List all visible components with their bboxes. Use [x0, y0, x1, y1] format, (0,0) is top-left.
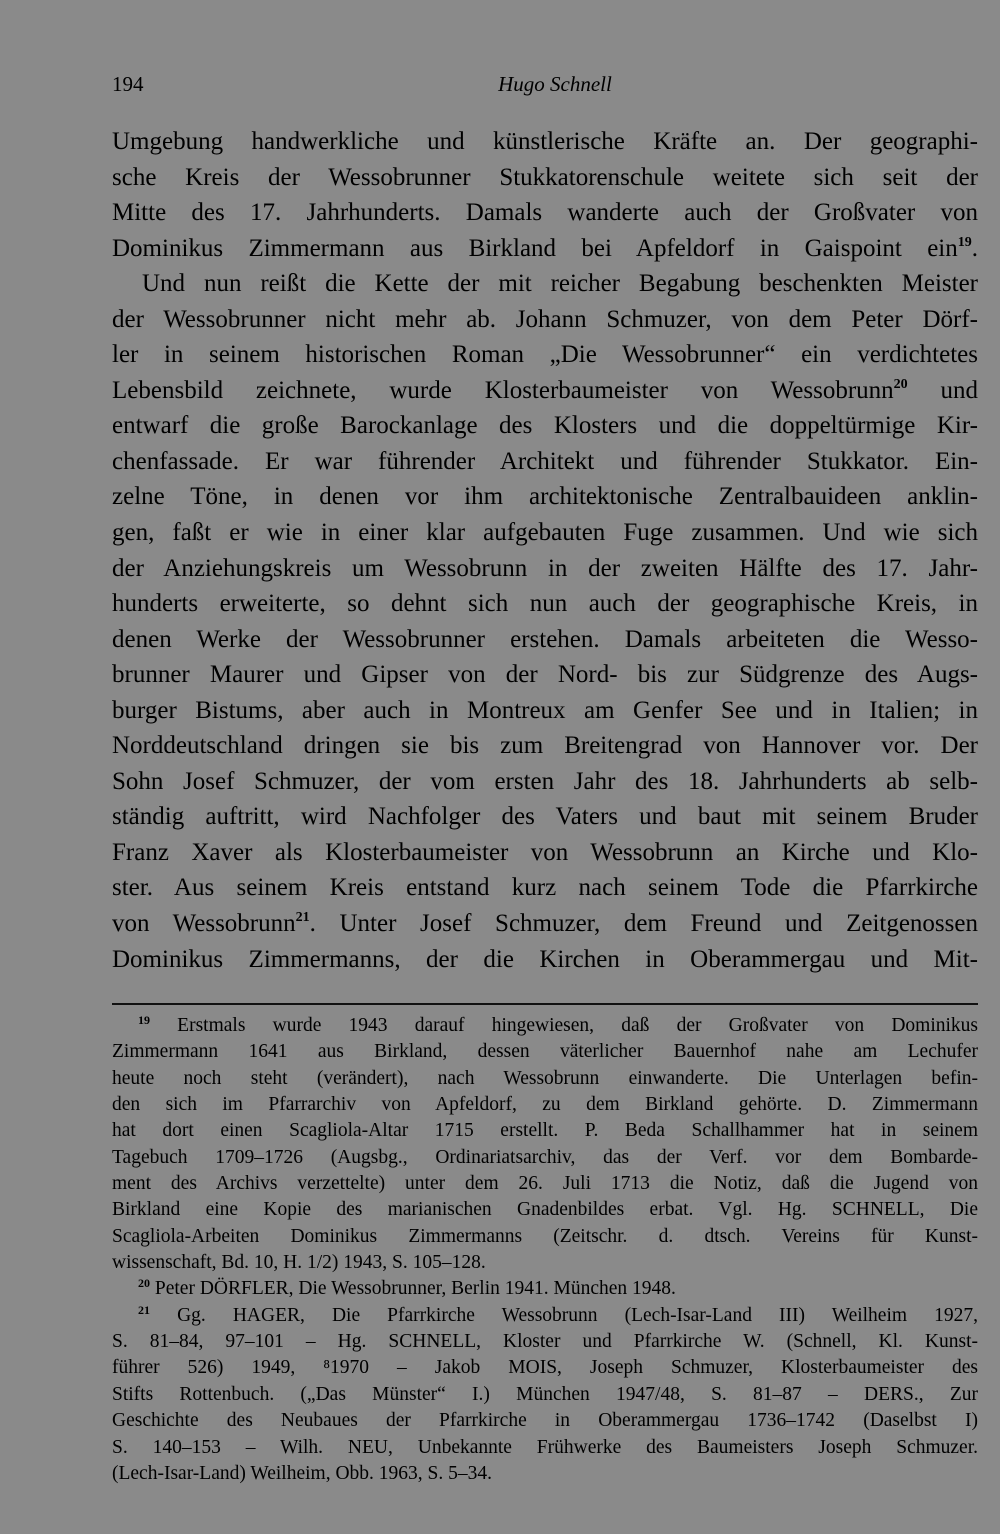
footnote-line [112, 1408, 978, 1434]
footnote-text: den sich im Pfarrarchiv von Apfeldorf, zu dem Birkland gehörte. D. Zimmermann [112, 1094, 978, 1116]
text-line [112, 479, 978, 515]
footnote-reference: 19 [957, 234, 972, 250]
footnote-line [112, 1224, 978, 1250]
text-line-content: Umgebung handwerkliche und künstlerische Kräfte an. Der geographi- [112, 128, 978, 155]
footnote-line [112, 1118, 978, 1144]
footnote-line [112, 1435, 978, 1461]
footnote-text: Gg. HAGER, Die Pfarrkirche Wessobrunn (Lech-Isar-Land III) Weilheim 1927, [150, 1304, 978, 1326]
footnote-text: heute noch steht (verändert), nach Wessobrunn einwanderte. Die Unterlagen befin- [112, 1067, 978, 1089]
footnote-text: Tagebuch 1709–1726 (Augsbg., Ordinariatsarchiv, das der Verf. vor dem Bombarde- [112, 1146, 978, 1168]
text-line [112, 231, 978, 267]
running-head: Hugo Schnell [498, 72, 612, 96]
text-line-content: der Anziehungskreis um Wessobrunn in der zweiten Hälfte des 17. Jahr- [112, 554, 978, 582]
text-line [112, 835, 978, 871]
text-line-content: burger Bistums, aber auch in Montreux am Genfer See und in Italien; in [112, 696, 978, 724]
footnote-line [112, 1329, 978, 1355]
footnote-text: Geschichte des Neubaues der Pfarrkirche in Oberammergau 1736–1742 (Daselbst I) [112, 1410, 978, 1432]
footnote-reference: 20 [893, 376, 908, 392]
text-line-content: der Wessobrunner nicht mehr ab. Johann Schmuzer, von dem Peter Dörf- [112, 305, 978, 333]
text-line [112, 373, 978, 409]
text-line [112, 906, 978, 942]
text-line [112, 408, 978, 444]
text-line-content: sche Kreis der Wessobrunner Stukkatorenschule weitete sich seit der [112, 163, 978, 191]
text-line [112, 515, 978, 551]
text-line-content: Dominikus Zimmermann aus Birkland bei Apfeldorf in Gaispoint ein [112, 234, 958, 262]
footnote-start-line [112, 1303, 978, 1329]
text-line [112, 586, 978, 622]
text-line [112, 799, 978, 835]
footnote-start-line [112, 1013, 978, 1039]
footnote-text: Erstmals wurde 1943 darauf hingewiesen, daß der Großvater von Dominikus [150, 1015, 978, 1036]
text-line [112, 870, 978, 906]
footnote-text: ment des Archivs verzettelte) unter dem 26. Juli 1713 die Notiz, daß die Jugend von [112, 1173, 978, 1195]
footnote-rule [112, 1003, 978, 1005]
text-line-content: Lebensbild zeichnete, wurde Klosterbaumeister von Wessobrunn [112, 376, 894, 404]
text-line-continuation: . [971, 234, 978, 262]
text-line [112, 444, 978, 480]
footnote-text: Stifts Rottenbuch. („Das Münster“ I.) München 1947/48, S. 81–87 – DERS., Zur [112, 1383, 978, 1405]
footnote-text: führer 526) 1949, ⁸1970 – Jakob MOIS, Joseph Schmuzer, Klosterbaumeister des [112, 1357, 978, 1379]
text-line [112, 657, 978, 693]
text-line-content: entwarf die große Barockanlage des Klosters und die doppeltürmige Kir- [112, 412, 978, 440]
page-header [112, 72, 978, 102]
main-text [112, 124, 978, 977]
text-line-content: Sohn Josef Schmuzer, der vom ersten Jahr des 18. Jahrhunderts ab selb- [112, 767, 978, 795]
footnote-line [112, 1066, 978, 1092]
footnote-line [112, 1145, 978, 1171]
text-line [112, 622, 978, 658]
footnote-line [112, 1250, 978, 1276]
text-line [112, 124, 978, 160]
text-line-content: ster. Aus seinem Kreis entstand kurz nach seinem Tode die Pfarrkirche [112, 874, 978, 902]
footnote-line [112, 1171, 978, 1197]
footnote-line [112, 1355, 978, 1381]
text-line-content: Franz Xaver als Klosterbaumeister von Wessobrunn an Kirche und Klo- [112, 838, 978, 866]
text-line-content: hunderts erweiterte, so dehnt sich nun auch der geographische Kreis, in [112, 590, 978, 618]
footnote-number: 20 [138, 1276, 150, 1291]
footnote-text: Scagliola-Arbeiten Dominikus Zimmermanns (Zeitschr. d. dtsch. Vereins für Kunst- [112, 1225, 978, 1247]
footnote-line [112, 1197, 978, 1223]
text-line-content: denen Werke der Wessobrunner erstehen. Damals arbeiteten die Wesso- [112, 625, 978, 653]
footnote-text: (Lech-Isar-Land) Weilheim, Obb. 1963, S. 5–34. [112, 1462, 493, 1484]
text-line [112, 728, 978, 764]
text-line [112, 266, 978, 302]
footnote-text: S. 140–153 – Wilh. NEU, Unbekannte Frühwerke des Baumeisters Joseph Schmuzer. [112, 1436, 978, 1458]
footnote-line [112, 1382, 978, 1408]
footnotes [112, 1013, 978, 1487]
footnote-number: 19 [138, 1013, 150, 1027]
text-line-continuation: und [907, 376, 978, 404]
text-line-content: chenfassade. Er war führender Architekt und führender Stukkator. Ein- [112, 447, 978, 475]
text-line [112, 195, 978, 231]
footnote-text: hat dort einen Scagliola-Altar 1715 erstellt. P. Beda Schallhammer hat in seinem [112, 1120, 978, 1142]
text-line-continuation: . Unter Josef Schmuzer, dem Freund und Zeitgenossen [309, 910, 978, 938]
text-line [112, 302, 978, 338]
footnote-text: Birkland eine Kopie des marianischen Gnadenbildes erbat. Vgl. Hg. SCHNELL, Die [112, 1199, 978, 1221]
page-number: 194 [112, 72, 144, 96]
text-line-content: Und nun reißt die Kette der mit reicher Begabung beschenkten Meister [142, 270, 978, 298]
footnote-line [112, 1461, 978, 1487]
text-line-content: Mitte des 17. Jahrhunderts. Damals wanderte auch der Großvater von [112, 199, 978, 227]
text-line-content: brunner Maurer und Gipser von der Nord- bis zur Südgrenze des Augs- [112, 661, 978, 689]
footnote-reference: 21 [295, 910, 310, 926]
text-line-content: ständig auftritt, wird Nachfolger des Vaters und baut mit seinem Bruder [112, 803, 978, 831]
footnote-text: Peter DÖRFLER, Die Wessobrunner, Berlin 1941. München 1948. [150, 1278, 676, 1300]
text-line [112, 160, 978, 196]
text-line [112, 551, 978, 587]
text-line-content: von Wessobrunn [112, 910, 296, 938]
footnote-number: 21 [138, 1302, 150, 1317]
text-line [112, 764, 978, 800]
text-line-content: ler in seinem historischen Roman „Die Wessobrunner“ ein verdichtetes [112, 341, 978, 369]
footnote-line [112, 1039, 978, 1065]
text-line-content: zelne Töne, in denen vor ihm architektonische Zentralbauideen anklin- [112, 483, 978, 511]
text-line [112, 942, 978, 978]
footnote-text: Zimmermann 1641 aus Birkland, dessen väterlicher Bauernhof nahe am Lechufer [112, 1041, 978, 1063]
footnote-text: wissenschaft, Bd. 10, H. 1/2) 1943, S. 105–128. [112, 1252, 486, 1274]
text-line-content: Norddeutschland dringen sie bis zum Breitengrad von Hannover vor. Der [112, 732, 978, 760]
text-line [112, 693, 978, 729]
footnote-line [112, 1092, 978, 1118]
footnote-start-line [112, 1276, 978, 1302]
text-line [112, 337, 978, 373]
text-line-content: Dominikus Zimmermanns, der die Kirchen in Oberammergau und Mit- [112, 945, 978, 973]
text-line-content: gen, faßt er wie in einer klar aufgebauten Fuge zusammen. Und wie sich [112, 519, 978, 547]
footnote-text: S. 81–84, 97–101 – Hg. SCHNELL, Kloster und Pfarrkirche W. (Schnell, Kl. Kunst- [112, 1331, 978, 1353]
